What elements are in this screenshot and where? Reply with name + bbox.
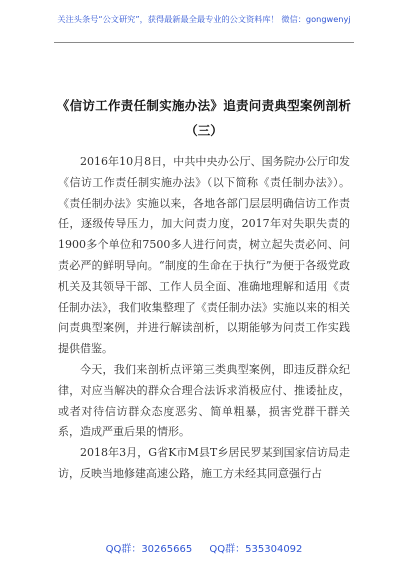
body-paragraph: 今天，我们来剖析点评第三类典型案例，即违反群众纪律，对应当解决的群众合理合法诉求消极应付、推诿扯皮，或者对待信访群众态度恶劣、简单粗暴，损害党群干群关系，造成严重后果的情形。: [58, 362, 350, 439]
footer-qq-group-1: QQ群：30265665: [105, 544, 193, 555]
body-paragraph: 2016年10月8日，中共中央办公厅、国务院办公厅印发《信访工作责任制实施办法》（以下简称《责任制办法》）。《责任制办法》实施以来，各地各部门层层明确信访工作责任，逐级传导压力，加大问责力度，2017年对失职失责的1900多个单位和7500多人进行问责，树立起失责必问、问责必严的鲜明导向。“制度的生命在于执行”为便于各级党政机关及其领导干部、工作人员全面、准确地理解和适用《责任制办法》，我们收集整理了《责任制办法》实施以来的相关问责典型案例，并进行解读剖析，以期能够为问责工作实践提供借鉴。: [58, 155, 350, 356]
document-body: [58, 152, 350, 485]
page-header: 关注头条号“公文研究”，获得最新最全最专业的公文资料库！ 微信：gongwenyj: [57, 14, 351, 24]
body-paragraph: 2018年3月，G省K市M县T乡居民罗某到国家信访局走访，反映当地修建高速公路，施工方未经其同意强行占: [58, 446, 350, 480]
header-divider: [54, 42, 354, 43]
page-footer: [0, 540, 408, 555]
document-subtitle: （三）: [185, 123, 223, 138]
footer-qq-group-2: QQ群：535304092: [209, 544, 303, 555]
document-title: 《信访工作责任制实施办法》追责问责典型案例剖析: [56, 98, 352, 113]
